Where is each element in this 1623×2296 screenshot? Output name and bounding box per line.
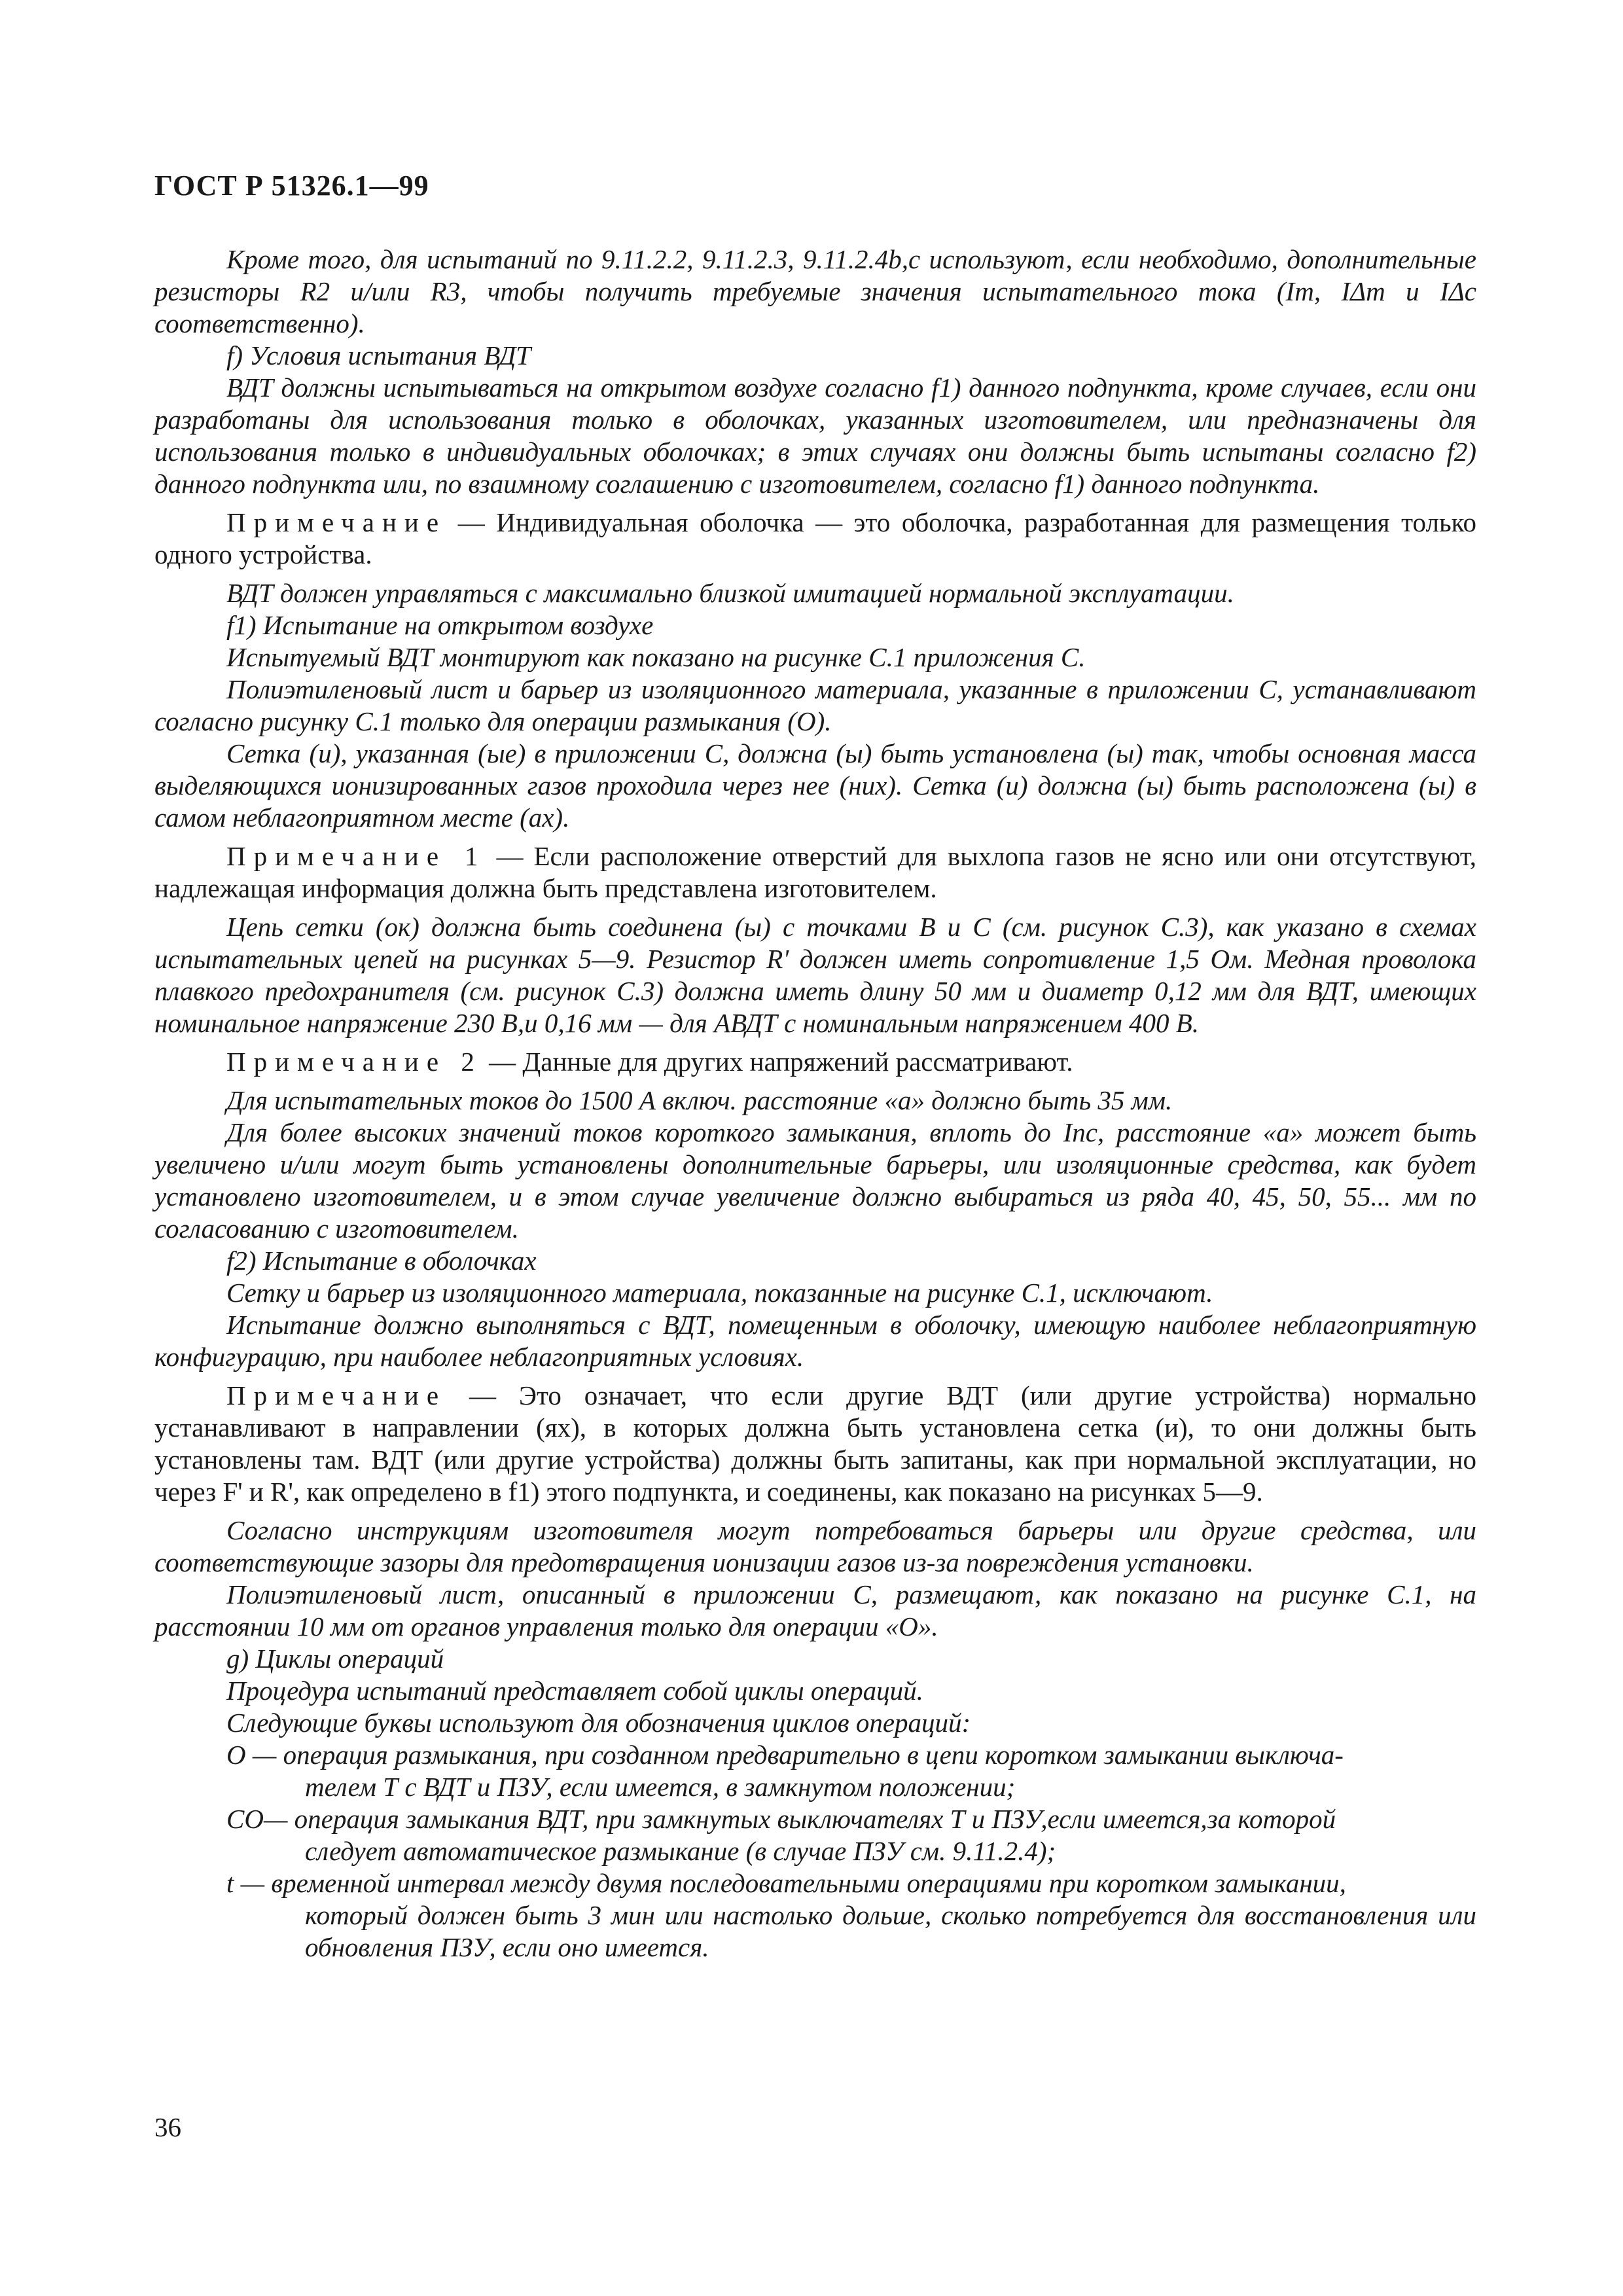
paragraph: ВДТ должен управляться с максимально близкой имитацией нормальной эксплуатации. [226,578,1234,608]
paragraph: ВДТ должны испытываться на открытом воздухе согласно f1) данного подпункта, кроме случаев, если они разработаны для использования только в оболочках, указанных изготовителем, или предназначены для использования только в индивидуальных оболочках; в этих случаях они должны быть испытаны согласно f2) данного подпункта или, по взаимному соглашению с изготовителем, согласно f1) данного подпункта. [154,372,1476,499]
note-text: — Данные для других напряжений рассматривают. [482,1047,1073,1077]
paragraph: Полиэтиленовый лист и барьер из изоляционного материала, указанные в приложении С, устанавливают согласно рисунку С.1 только для операции размыкания (О). [154,674,1476,736]
section-heading-g: g) Циклы операций [226,1643,444,1674]
note-label: Примечание 2 [226,1047,482,1077]
note-label: Примечание 1 [226,841,486,871]
definition-symbol: О [226,1740,246,1770]
section-heading-f1: f1) Испытание на открытом воздухе [226,610,654,640]
definition-text: — временной интервал между двумя последовательными операциями при коротком замыкании, [234,1868,1346,1898]
paragraph: Испытуемый ВДТ монтируют как показано на рисунке С.1 приложения С. [226,642,1086,672]
definition-item [226,1739,1476,1803]
definition-continuation: телем Т с ВДТ и ПЗУ, если имеется, в замкнутом положении; [305,1772,1016,1802]
section-heading-f: f) Условия испытания ВДТ [226,340,531,370]
paragraph: Сетка (и), указанная (ые) в приложении С, должна (ы) быть установлена (ы) так, чтобы основная масса выделяющихся ионизированных газов проходила через нее (них). Сетка (и) должна (ы) быть расположена (ы) в самом неблагоприятном месте (ах). [154,738,1476,833]
definition-symbol: t [226,1868,234,1898]
note-text: — Это означает, что если другие ВДТ (или другие устройства) нормально устанавливают в направлении (ях), в которых должна быть установлена сетка (и), то они должны быть установлены там. ВДТ (или другие устройства) должны быть запитаны, как при нормальной эксплуатации, но через F' и R', как определено в f1) этого подпункта, и соединены, как показано на рисунках 5—9. [154,1380,1476,1507]
page-number: 36 [154,2112,181,2142]
paragraph: Процедура испытаний представляет собой циклы операций. [226,1676,923,1706]
paragraph: Полиэтиленовый лист, описанный в приложении С, размещают, как показано на рисунке С.1, на расстоянии 10 мм от органов управления только для операции «О». [154,1579,1476,1641]
definition-item [226,1867,1476,1964]
paragraph: Цепь сетки (ок) должна быть соединена (ы) с точками В и С (см. рисунок С.3), как указано в схемах испытательных цепей на рисунках 5—9. Резистор R' должен иметь сопротивление 1,5 Ом. Медная проволока плавкого предохранителя (см. рисунок С.3) должна иметь длину 50 мм и диаметр 0,12 мм для ВДТ, имеющих номинальное напряжение 230 В,и 0,16 мм — для АВДТ с номинальным напряжением 400 В. [154,912,1476,1038]
note-text: — Если расположение отверстий для выхлопа газов не ясно или они отсутствуют, надлежащая информация должна быть представлена изготовителем. [154,841,1476,903]
paragraph: Для более высоких значений токов короткого замыкания, вплоть до Inc, расстояние «а» может быть увеличено и/или могут быть установлены дополнительные барьеры, или изоляционные средства, как будет установлено изготовителем, и в этом случае увеличение должно выбираться из ряда 40, 45, 50, 55... мм по согласованию с изготовителем. [154,1117,1476,1244]
note-label: Примечание [226,507,447,537]
note [154,1046,1476,1078]
note [154,507,1476,571]
definition-text: — операция размыкания, при созданном предварительно в цепи коротком замыкании выключа- [245,1740,1344,1770]
definition-continuation: следует автоматическое размыкание (в случае ПЗУ см. 9.11.2.4); [305,1836,1056,1866]
note [154,840,1476,905]
definition-symbol: СО [226,1804,264,1834]
note [154,1380,1476,1508]
document-header: ГОСТ Р 51326.1—99 [154,170,429,202]
paragraph: Для испытательных токов до 1500 А включ. расстояние «а» должно быть 35 мм. [226,1085,1173,1115]
definition-item [226,1803,1476,1867]
paragraph: Кроме того, для испытаний по 9.11.2.2, 9.11.2.3, 9.11.2.4b,c используют, если необходимо, дополнительные резисторы R2 и/или R3, чтобы получить требуемые значения испытательного тока (Im, IΔm и IΔc соответственно). [154,244,1476,338]
paragraph: Испытание должно выполняться с ВДТ, помещенным в оболочку, имеющую наиболее неблагоприятную конфигурацию, при наиболее неблагоприятных условиях. [154,1310,1476,1372]
section-heading-f2: f2) Испытание в оболочках [226,1246,537,1276]
definition-text: — операция замыкания ВДТ, при замкнутых выключателях Т и ПЗУ,если имеется,за которой [263,1804,1336,1834]
paragraph: Сетку и барьер из изоляционного материала, показанные на рисунке С.1, исключают. [226,1278,1213,1308]
paragraph: Следующие буквы используют для обозначения циклов операций: [226,1708,971,1738]
paragraph: Согласно инструкциям изготовителя могут потребоваться барьеры или другие средства, или соответствующие зазоры для предотвращения ионизации газов из-за повреждения установки. [154,1515,1476,1577]
definition-continuation: который должен быть 3 мин или настолько дольше, сколько потребуется для восстановления или обновления ПЗУ, если оно имеется. [305,1900,1476,1962]
note-text: — Индивидуальная оболочка — это оболочка, разработанная для размещения только одного устройства. [154,507,1476,569]
document-body [154,243,1476,1964]
note-label: Примечание [226,1380,447,1410]
definition-list [226,1739,1476,1964]
